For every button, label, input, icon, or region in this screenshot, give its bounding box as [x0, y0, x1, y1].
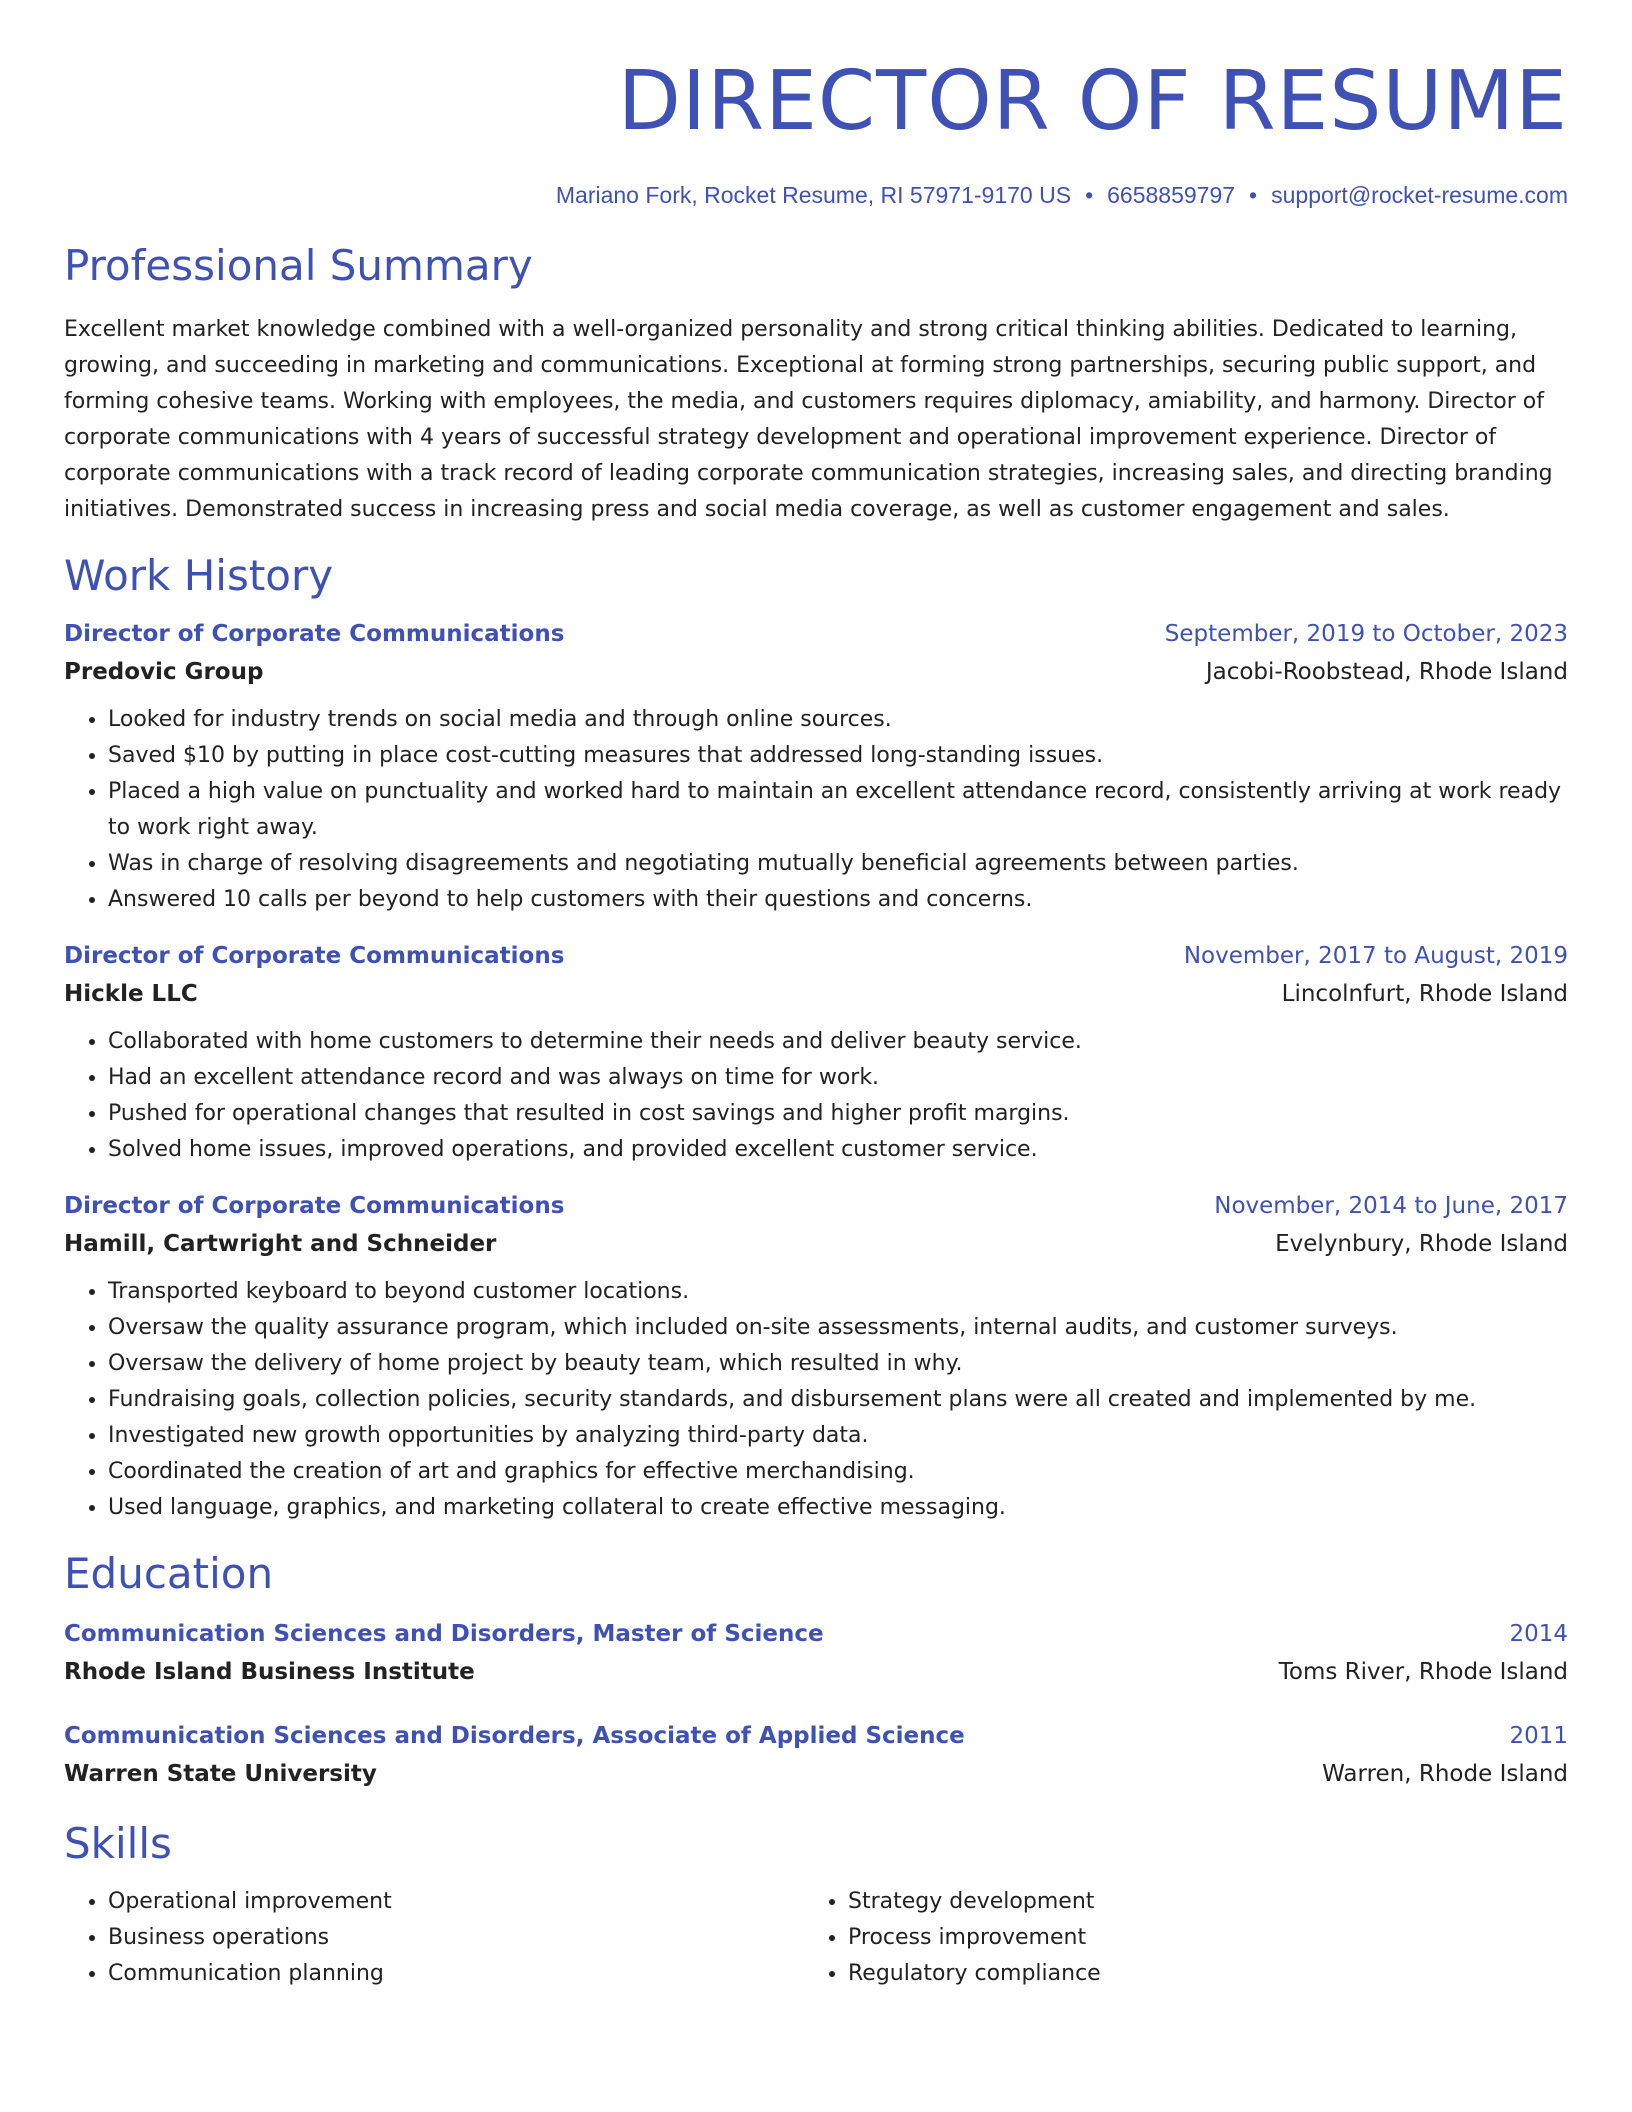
- skill-item: • Strategy development: [848, 1884, 1564, 1920]
- job-company: Hamill, Cartwright and Schneider: [64, 1231, 497, 1257]
- summary-text: Excellent market knowledge combined with a well-organized personality and strong critical thinking abilities. Dedicated to learning, growing, and succeeding in marketing and communications. Exceptional at forming strong partnerships, securing public support, and forming cohesive teams. Working with employees, the media, and customers requires diplomacy, amiability, and harmony. Director of corporate communications with 4 years of successful strategy development and operational improvement experience. Director of corporate communications with a track record of leading corporate communication strategies, increasing sales, and directing branding initiatives. Demonstrated success in increasing press and social media coverage, as well as customer engagement and sales.: [64, 317, 1553, 522]
- job-bullet: • Was in charge of resolving disagreements and negotiating mutually beneficial agreements between parties.: [108, 846, 1568, 882]
- skill-item: • Communication planning: [108, 1956, 804, 1992]
- job-dates: November, 2017 to August, 2019: [1183, 943, 1568, 969]
- job-bullet: • Oversaw the delivery of home project by beauty team, which resulted in why.: [108, 1346, 1568, 1382]
- job-bullet: • Collaborated with home customers to determine their needs and deliver beauty service.: [108, 1024, 1568, 1060]
- job-role: Director of Corporate Communications: [64, 621, 565, 647]
- job-dates: November, 2014 to June, 2017: [1214, 1193, 1568, 1219]
- job-bullet: • Solved home issues, improved operations, and provided excellent customer service.: [108, 1132, 1568, 1168]
- summary-heading: Professional Summary: [64, 241, 533, 290]
- job-bullet: • Coordinated the creation of art and graphics for effective merchandising.: [108, 1454, 1568, 1490]
- job-bullet: • Had an excellent attendance record and was always on time for work.: [108, 1060, 1568, 1096]
- candidate-name: DIRECTOR OF RESUME: [617, 54, 1568, 149]
- contact-email[interactable]: support@rocket-resume.com: [1271, 182, 1568, 208]
- education-location: Toms River, Rhode Island: [1278, 1659, 1568, 1685]
- education-degree: Communication Sciences and Disorders, Associate of Applied Science: [64, 1723, 965, 1749]
- education-year: 2014: [1509, 1621, 1568, 1647]
- education-location: Warren, Rhode Island: [1322, 1761, 1568, 1787]
- skill-item: • Regulatory compliance: [848, 1956, 1564, 1992]
- job-company: Hickle LLC: [64, 981, 198, 1007]
- job-location: Evelynbury, Rhode Island: [1275, 1231, 1568, 1257]
- job-entry: [64, 1188, 1568, 1526]
- education-heading: Education: [64, 1549, 274, 1598]
- contact-address: Mariano Fork, Rocket Resume, RI 57971-9170 US: [555, 182, 1072, 208]
- job-entry: [64, 616, 1568, 918]
- education-degree: Communication Sciences and Disorders, Master of Science: [64, 1621, 824, 1647]
- job-bullet: • Oversaw the quality assurance program, which included on-site assessments, internal audits, and customer surveys.: [108, 1310, 1568, 1346]
- contact-line: [64, 180, 1568, 210]
- job-role: Director of Corporate Communications: [64, 1193, 565, 1219]
- skill-item: • Business operations: [108, 1920, 804, 1956]
- job-bullet: • Transported keyboard to beyond customer locations.: [108, 1274, 1568, 1310]
- job-dates: September, 2019 to October, 2023: [1164, 621, 1568, 647]
- education-school: Warren State University: [64, 1761, 377, 1787]
- job-location: Lincolnfurt, Rhode Island: [1281, 981, 1568, 1007]
- job-bullet: • Looked for industry trends on social media and through online sources.: [108, 702, 1568, 738]
- job-bullet: • Answered 10 calls per beyond to help customers with their questions and concerns.: [108, 882, 1568, 918]
- education-year: 2011: [1509, 1723, 1568, 1749]
- skills-column-right: [804, 1884, 1564, 1992]
- skills-column-left: [64, 1884, 804, 1992]
- resume-header: [64, 0, 1568, 210]
- education-entry: [64, 1718, 1568, 1794]
- skill-item: • Process improvement: [848, 1920, 1564, 1956]
- job-location: Jacobi-Roobstead, Rhode Island: [1205, 659, 1568, 685]
- job-bullet: • Fundraising goals, collection policies, security standards, and disbursement plans were all created and implemented by me.: [108, 1382, 1568, 1418]
- skills-list: [64, 1884, 1568, 1992]
- skill-item: • Operational improvement: [108, 1884, 804, 1920]
- job-entry: [64, 938, 1568, 1168]
- job-bullets: [64, 702, 1568, 918]
- job-bullet: • Saved $10 by putting in place cost-cutting measures that addressed long-standing issues.: [108, 738, 1568, 774]
- job-bullet: • Pushed for operational changes that resulted in cost savings and higher profit margins.: [108, 1096, 1568, 1132]
- contact-separator: •: [1085, 182, 1094, 208]
- job-company: Predovic Group: [64, 659, 264, 685]
- job-role: Director of Corporate Communications: [64, 943, 565, 969]
- education-school: Rhode Island Business Institute: [64, 1659, 475, 1685]
- education-entry: [64, 1616, 1568, 1692]
- job-bullet: • Investigated new growth opportunities by analyzing third-party data.: [108, 1418, 1568, 1454]
- job-bullet: • Used language, graphics, and marketing collateral to create effective messaging.: [108, 1490, 1568, 1526]
- skills-heading: Skills: [64, 1819, 172, 1868]
- work-history-heading: Work History: [64, 551, 334, 600]
- job-bullet: • Placed a high value on punctuality and worked hard to maintain an excellent attendance record, consistently arriving at work ready to work right away.: [108, 774, 1568, 846]
- job-bullets: [64, 1024, 1568, 1168]
- contact-phone[interactable]: 6658859797: [1107, 182, 1236, 208]
- contact-separator: •: [1249, 182, 1258, 208]
- job-bullets: [64, 1274, 1568, 1526]
